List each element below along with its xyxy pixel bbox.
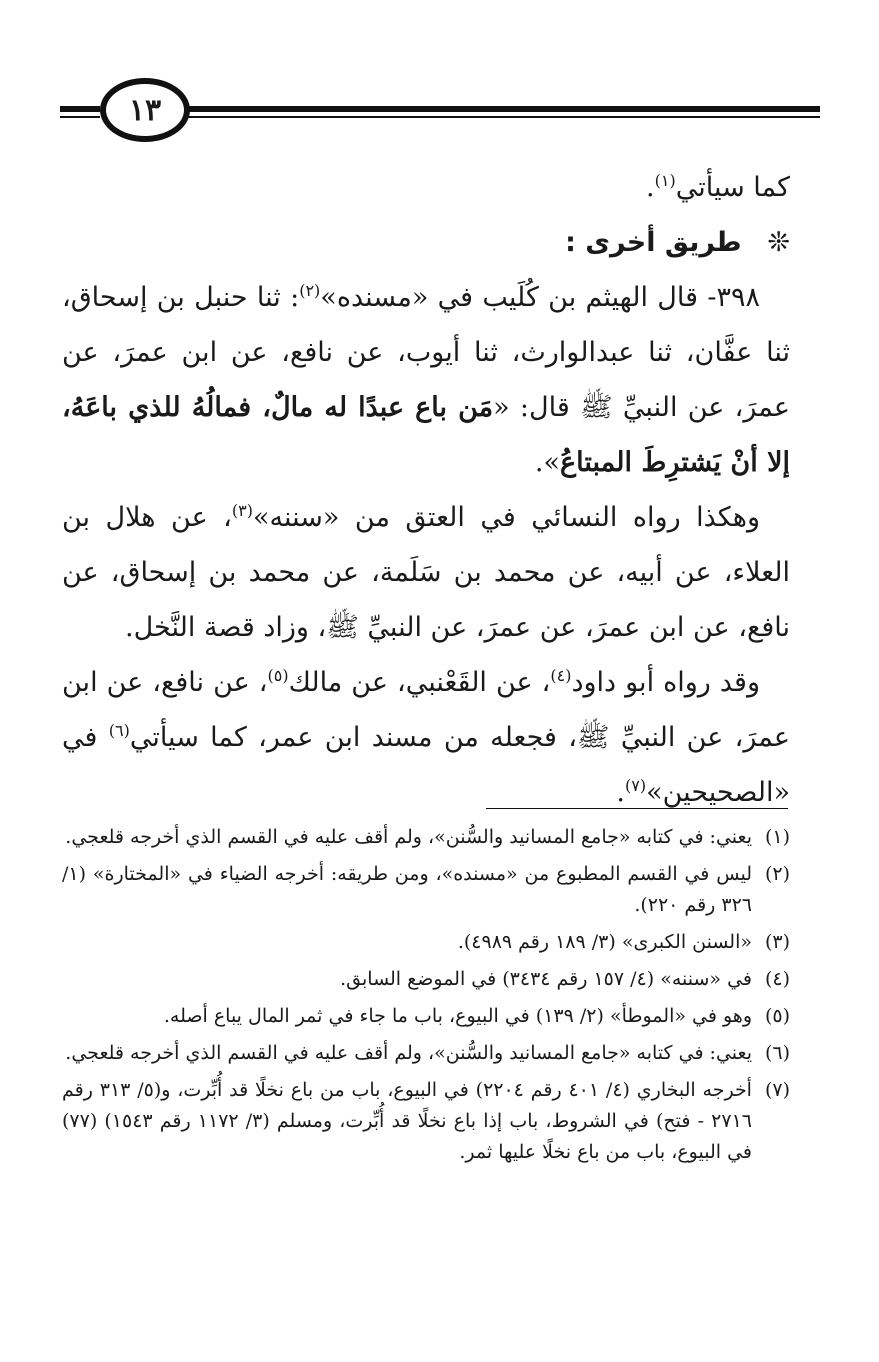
footnotes xyxy=(62,822,790,1174)
footnote-text: في «سننه» (٤/ ١٥٧ رقم ٣٤٣٤) في الموضع السابق. xyxy=(340,968,752,990)
footnote-3 xyxy=(62,927,790,958)
nasai-chain: ، عن هلال بن العلاء، عن أبيه، عن محمد بن سَلَمة، عن محمد بن إسحاق، عن نافع، عن ابن عمرَ، عن عمرَ، عن النبيِّ ﷺ، وزاد قصة النَّخل. xyxy=(62,502,790,643)
abudawud-d: في «الصحيحين» xyxy=(62,722,790,808)
footnote-ref-1[interactable]: (١) xyxy=(654,171,676,190)
p398-intro: ٣٩٨- قال الهيثم بن كُلَيب في «مسنده» xyxy=(320,282,760,313)
footnote-number: (٢) xyxy=(764,863,790,885)
footnote-ref-4[interactable]: (٤) xyxy=(550,666,572,685)
footnote-number: (٥) xyxy=(764,1005,790,1027)
footnote-number: (٧) xyxy=(764,1079,790,1101)
paragraph-398 xyxy=(62,270,790,490)
paragraph-nasai xyxy=(62,490,790,655)
footnote-ref-7[interactable]: (٧) xyxy=(625,776,647,795)
paragraph-1: كما سيأتي$^{(١)}$. xyxy=(646,171,790,203)
abudawud-a: وقد رواه أبو داود xyxy=(571,667,760,698)
footnote-separator xyxy=(486,808,788,809)
footnote-1 xyxy=(62,822,790,853)
footnote-text: «السنن الكبرى» (٣/ ١٨٩ رقم ٤٩٨٩). xyxy=(457,931,752,953)
header-rule-left xyxy=(60,106,100,112)
header-rule-left-thin xyxy=(60,116,100,118)
footnote-text: أخرجه البخاري (٤/ ٤٠١ رقم ٢٢٠٤) في البيوع، باب من باع نخلًا قد أُبِّرت، و(٥/ ٣١٣ رقم ٢٧١٦ - فتح) في الشروط، باب إذا باع نخلًا قد أُبِّرت، ومسلم (٣/ ١١٧٢ رقم ١٥٤٣) (٧٧) في البيوع، باب من باع نخلًا عليها ثمر. xyxy=(62,1079,752,1163)
footnote-number: (٤) xyxy=(764,968,790,990)
footnote-text: ليس في القسم المطبوع من «مسنده»، ومن طريقه: أخرجه الضياء في «المختارة» (١/ ٣٢٦ رقم ٢٢٠). xyxy=(62,863,752,916)
abudawud-b: ، عن القَعْنبي، عن مالك xyxy=(288,667,551,698)
p398-chain: : ثنا حنبل بن إسحاق، ثنا عفَّان، ثنا عبدالوارث، ثنا أيوب، عن نافع، عن ابن عمرَ، عن عمرَ، عن النبيِّ ﷺ قال: « xyxy=(62,282,790,423)
hadith-text: مَن باع عبدًا له مالٌ، فمالُهُ للذي باعَهُ، إلا أنْ يَشترِطَ المبتاعُ xyxy=(62,392,790,478)
footnote-2 xyxy=(62,859,790,921)
footnote-ref-6[interactable]: (٦) xyxy=(108,721,130,740)
abudawud-c: ، عن نافع، عن ابن عمرَ، عن النبيِّ ﷺ، فجعله من مسند ابن عمر، كما سيأتي xyxy=(62,667,790,753)
footnote-number: (٣) xyxy=(764,931,790,953)
footnote-text: يعني: في كتابه «جامع المسانيد والسُّنن»، ولم أقف عليه في القسم الذي أخرجه قلعجي. xyxy=(65,1042,752,1064)
footnote-number: (٦) xyxy=(764,1042,790,1064)
paragraph-abudawud xyxy=(62,655,790,820)
page-number: ١٣ xyxy=(100,78,190,142)
star-icon: ❊ xyxy=(767,227,790,258)
footnote-text: وهو في «الموطأ» (٢/ ١٣٩) في البيوع، باب ما جاء في ثمر المال يباع أصله. xyxy=(163,1005,752,1027)
main-text xyxy=(62,160,790,820)
header-rule-thin xyxy=(150,116,820,118)
paragraph-1-text: كما سيأتي xyxy=(675,172,790,203)
footnote-6 xyxy=(62,1038,790,1069)
section-heading xyxy=(62,215,790,270)
page-header xyxy=(60,70,820,150)
footnote-text: يعني: في كتابه «جامع المسانيد والسُّنن»، ولم أقف عليه في القسم الذي أخرجه قلعجي. xyxy=(65,826,752,848)
nasai-intro: وهكذا رواه النسائي في العتق من «سننه» xyxy=(252,502,760,533)
footnote-5 xyxy=(62,1001,790,1032)
p398-end: ». xyxy=(534,447,560,478)
footnote-number: (١) xyxy=(764,826,790,848)
heading-text: طريق أخرى : xyxy=(565,227,742,258)
footnote-ref-2[interactable]: (٢) xyxy=(299,281,321,300)
footnote-7 xyxy=(62,1075,790,1168)
header-rule xyxy=(150,106,820,112)
footnote-4 xyxy=(62,964,790,995)
footnote-ref-5[interactable]: (٥) xyxy=(267,666,289,685)
abudawud-e: . xyxy=(616,777,626,808)
footnote-ref-3[interactable]: (٣) xyxy=(231,501,253,520)
